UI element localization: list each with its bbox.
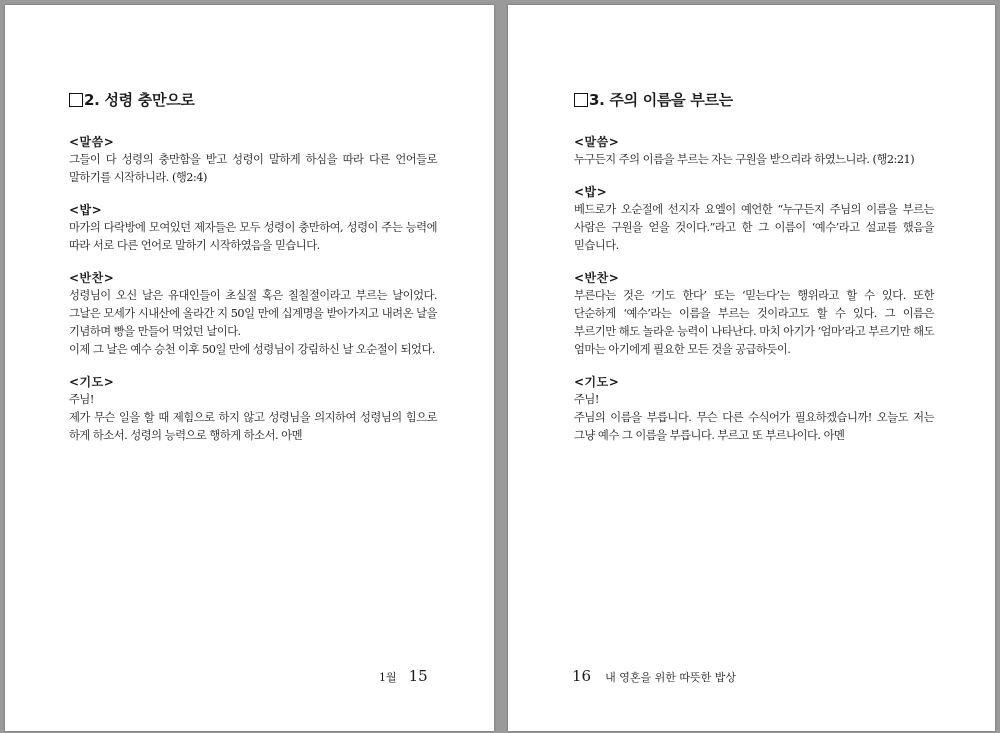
book-title: 내 영혼을 위한 따뜻한 밥상	[605, 671, 736, 684]
paragraph: 베드로가 오순절에 선지자 요엘이 예언한 “누구든지 주님의 이름을 부르는 사람은 구원을 얻을 것이다.”라고 한 그 이름이 ‘예수’라고 설교를 했음을 믿습니다.	[574, 203, 934, 252]
section-label: <기도>	[69, 375, 115, 389]
section-label: <반찬>	[69, 271, 115, 285]
page-footer	[379, 667, 428, 685]
left-page	[5, 5, 494, 731]
devotional-body	[574, 133, 934, 459]
devotional-body	[69, 133, 437, 459]
section-label: <반찬>	[574, 271, 620, 285]
paragraph: 부른다는 것은 ‘기도 한다’ 또는 ‘믿는다’는 행위라고 할 수 있다. 또한 단순하게 ‘예수’라는 이름을 부르는 것이라고도 할 수 있다. 그 이름은 부르기만 해도 놀라운 능력이 나타난다. 마치 아기가 ‘엄마’라고 부르기만 해도 엄마는 아기에게 필요한 모든 것을 공급하듯이.	[574, 289, 934, 356]
prayer-section	[69, 373, 437, 445]
side-dish-section	[574, 269, 934, 359]
section-title	[574, 89, 733, 110]
checkbox-square-icon	[69, 93, 83, 107]
paragraph: 이제 그 날은 예수 승천 이후 50일 만에 성령님이 강림하신 날 오순절이 되었다.	[69, 343, 435, 356]
section-title-text: 3. 주의 이름을 부르는	[589, 91, 733, 109]
section-label: <말씀>	[574, 135, 620, 149]
side-dish-section	[69, 269, 437, 359]
paragraph: 주님!	[574, 393, 599, 406]
rice-section	[69, 201, 437, 255]
paragraph: 그들이 다 성령의 충만함을 받고 성령이 말하게 하심을 따라 다른 언어들로 말하기를 시작하니라. (행2:4)	[69, 153, 437, 184]
page-footer	[572, 667, 736, 685]
section-title-text: 2. 성령 충만으로	[84, 91, 195, 109]
paragraph: 주님!	[69, 393, 94, 406]
section-label: <밥>	[69, 203, 103, 217]
paragraph: 주님의 이름을 부릅니다. 무슨 다른 수식어가 필요하겠습니까! 오늘도 저는 그냥 예수 그 이름을 부릅니다. 부르고 또 부르나이다. 아멘	[574, 411, 934, 442]
page-number: 15	[408, 667, 428, 685]
section-label: <말씀>	[69, 135, 115, 149]
section-label: <기도>	[574, 375, 620, 389]
paragraph: 성령님이 오신 날은 유대인들이 초실절 혹은 칠칠절이라고 부르는 날이었다. 그날은 모세가 시내산에 올라간 지 50일 만에 십계명을 받아가지고 내려온 날을 기념하며 빵을 만들어 먹었던 날이다.	[69, 289, 437, 338]
section-label: <밥>	[574, 185, 608, 199]
paragraph: 누구든지 주의 이름을 부르는 자는 구원을 받으리라 하였느니라. (행2:21)	[574, 153, 915, 166]
right-page	[508, 5, 995, 731]
prayer-section	[574, 373, 934, 445]
section-title	[69, 89, 195, 110]
paragraph: 제가 무슨 일을 할 때 제힘으로 하지 않고 성령님을 의지하여 성령님의 힘으로 하게 하소서. 성령의 능력으로 행하게 하소서. 아멘	[69, 411, 437, 442]
paragraph: 마가의 다락방에 모여있던 제자들은 모두 성령이 충만하여, 성령이 주는 능력에 따라 서로 다른 언어로 말하기 시작하였음을 믿습니다.	[69, 221, 437, 252]
footer-month: 1월	[379, 671, 397, 684]
rice-section	[574, 183, 934, 255]
word-section	[69, 133, 437, 187]
word-section	[574, 133, 934, 169]
page-number: 16	[572, 667, 592, 685]
checkbox-square-icon	[574, 93, 588, 107]
